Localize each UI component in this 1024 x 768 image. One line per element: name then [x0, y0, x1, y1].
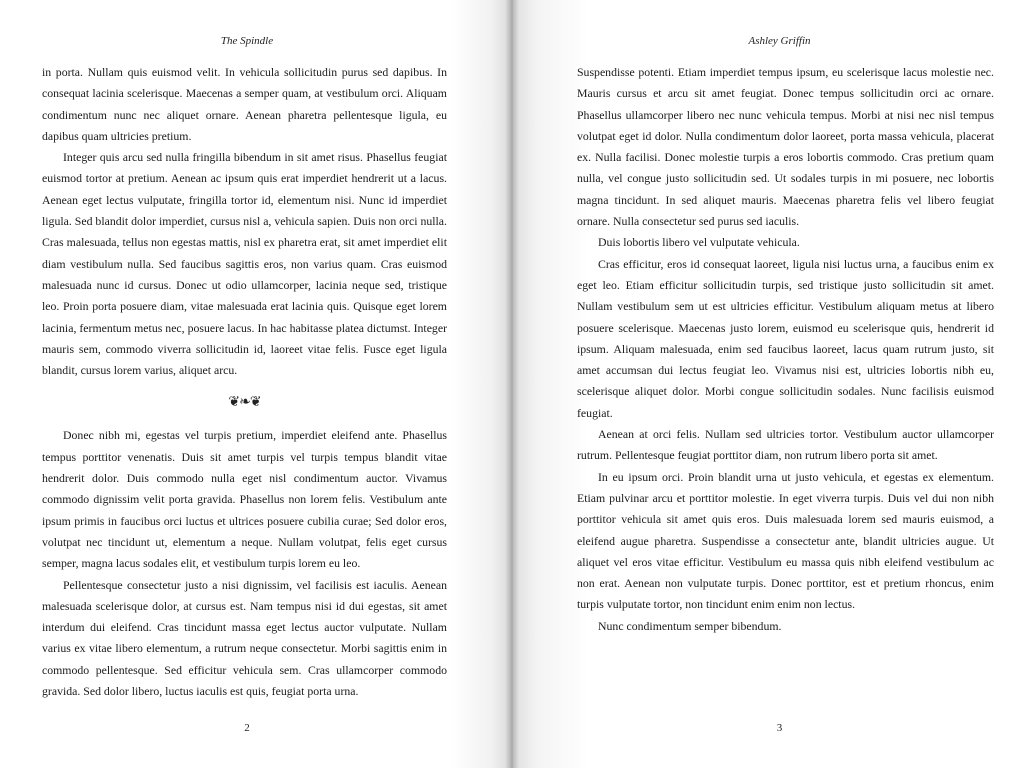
- paragraph: Pellentesque consectetur justo a nisi dignissim, vel facilisis est iaculis. Aenean malesuada scelerisque dolor, at cursus est. Nam tempus nisi id dui egestas, sit amet interdum dui eleifend. Cras tincidunt massa eget lectus auctor vulputate. Nullam varius ex vitae libero elementum, a rutrum neque consectetur. Morbi sagittis enim in commodo pellentesque. Sed efficitur vehicula sem. Cras ullamcorper commodo gravida. Sed dolor libero, luctus iaculis est quis, feugiat porta urna.: [42, 577, 447, 699]
- paragraph: Integer quis arcu sed nulla fringilla bibendum in sit amet risus. Phasellus feugiat euismod tortor at pretium. Aenean ac ipsum quis erat imperdiet hendrerit ut a lacus. Aenean eget lectus vulputate, fringilla tortor id, elementum nisi. Nunc id imperdiet ligula. Sed blandit dolor imperdiet, cursus nisl a, vehicula sapien. Duis non orci nulla. Cras malesuada, tellus non egestas mattis, nisl ex pharetra erat, sit amet imperdiet elit diam vestibulum nulla. Sed faucibus sagittis eros, non varius quam. Cras euismod malesuada nunc id cursus. Donec ut odio ullamcorper, lacinia neque sed, tristique leo. Proin porta posuere diam, vitae malesuada erat lacinia quis. Quisque eget lorem lacinia, fermentum metus nec, posuere lacus. In hac habitasse platea dictumst. Integer mauris sem, commodo viverra sollicitudin id, laoreet vitae felis. Fusce eget ligula blandit, cursus lorem varius, aliquet arcu.: [42, 150, 447, 378]
- paragraph: In eu ipsum orci. Proin blandit urna ut justo vehicula, et egestas ex elementum. Etiam pulvinar arcu et porttitor molestie. In eget viverra turpis. Duis vel dui non nibh porttitor vehicula sit amet quis eros. Duis malesuada lorem sed mauris euismod, a eleifend augue pharetra. Suspendisse a consectetur ante, blandit ultricies augue. Ut aliquet vel eros vitae efficitur. Vestibulum eu massa quis nibh eleifend vestibulum ac non erat. Aenean non vulputate turpis. Donec porttitor, est et pretium rhoncus, enim turpis vulputate tortor, non tincidunt enim enim non lectus.: [577, 469, 994, 612]
- paragraph: Donec nibh mi, egestas vel turpis pretium, imperdiet eleifend ante. Phasellus tempus porttitor venenatis. Duis sit amet turpis vel turpis tempus blandit vitae hendrerit dolor. Duis commodo nulla eget nisl condimentum auctor. Vivamus commodo dignissim velit porta gravida. Phasellus non lorem felis. Vestibulum ante ipsum primis in faucibus orci luctus et ultrices posuere cubilia curae; Sed dolor eros, volutpat nec tincidunt ut, elementum a neque. Nullam volutpat, felis eget cursus semper, magna lacus sodales elit, et vestibulum turpis lorem eu leo.: [42, 428, 447, 571]
- left-page-text: [42, 62, 447, 702]
- running-head-author: Ashley Griffin: [748, 35, 811, 47]
- page-number: 3: [776, 722, 783, 734]
- paragraph: Nunc condimentum semper bibendum.: [598, 618, 782, 633]
- right-page[interactable]: [512, 0, 1024, 768]
- paragraph: in porta. Nullam quis euismod velit. In vehicula sollicitudin purus sed dapibus. In consequat lacinia scelerisque. Maecenas a semper quam, at vestibulum orci. Aliquam condimentum nunc nec aliquet ornare. Aenean pharetra pellentesque ligula, eu dapibus quam ultricies pretium.: [42, 65, 447, 143]
- section-break-ornament-icon: ❦❧❦: [228, 395, 261, 411]
- paragraph: Cras efficitur, eros id consequat laoreet, ligula nisi luctus urna, a faucibus enim ex eget leo. Etiam efficitur sollicitudin turpis, sed tristique justo sollicitudin sit amet. Nullam vestibulum sem ut est ultricies efficitur. Vestibulum aliquam metus at libero posuere scelerisque. Maecenas justo lorem, euismod eu scelerisque quis, hendrerit id ipsum. Aliquam malesuada, enim sed faucibus laoreet, lacus quam rutrum justo, sit amet accumsan dui lectus feugiat leo. Vivamus nisi est, ultricies lobortis nibh eu, scelerisque aliquet dolor. Morbi congue sollicitudin sodales. Nunc facilisis euismod feugiat.: [577, 256, 994, 420]
- paragraph: Suspendisse potenti. Etiam imperdiet tempus ipsum, eu scelerisque lacus molestie nec. Mauris cursus et arcu sit amet feugiat. Donec tempus sollicitudin orci ac ornare. Phasellus ullamcorper libero nec nunc vehicula tempus. Morbi at nisi nec nisl tempus volutpat eget id dolor. Nulla condimentum dolor laoreet, porta massa vehicula, placerat ex. Nulla facilisi. Donec molestie turpis a eros lobortis commodo. Cras pretium quam nulla, vel congue justo sollicitudin sed. Ut sodales turpis in mi posuere, nec lobortis magna tincidunt. In sed aliquet mauris. Maecenas pharetra felis vel libero feugiat ornare. Nulla consectetur sed purus sed iaculis.: [577, 65, 994, 229]
- paragraph: Aenean at orci felis. Nullam sed ultricies tortor. Vestibulum auctor ullamcorper rutrum. Pellentesque feugiat porttitor diam, non rutrum libero porta sit amet.: [577, 427, 994, 463]
- paragraph: Duis lobortis libero vel vulputate vehicula.: [598, 235, 800, 250]
- running-head-title: The Spindle: [220, 35, 274, 47]
- page-number: 2: [244, 722, 250, 734]
- right-page-text: [577, 62, 994, 637]
